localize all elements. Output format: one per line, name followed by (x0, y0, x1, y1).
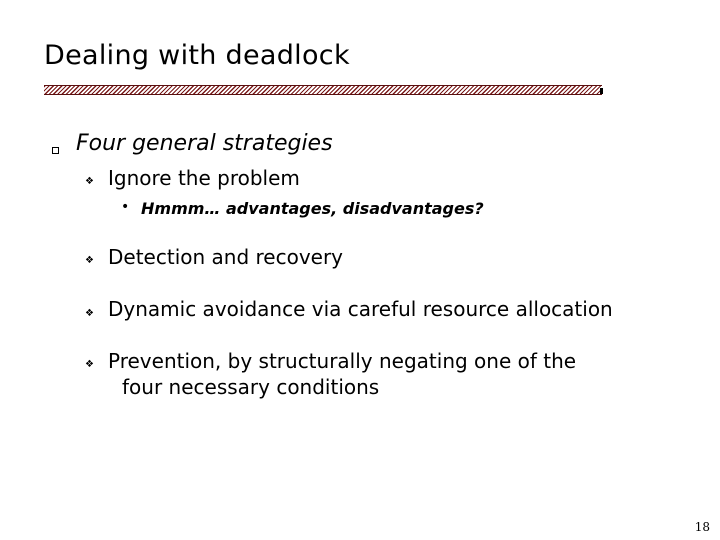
sub-item-advantages: Hmmm… advantages, disadvantages? (141, 199, 484, 218)
item-detection-recovery: Detection and recovery (108, 245, 344, 269)
diamond-bullet-icon: ❖ (85, 359, 94, 370)
page-number: 18 (694, 520, 710, 534)
level1-strategies-heading: Four general strategies (76, 131, 333, 156)
square-bullet-icon (52, 147, 59, 154)
diamond-bullet-icon: ❖ (85, 308, 94, 319)
item-prevention: Prevention, by structurally negating one of the (108, 349, 577, 373)
item-prevention-line2: four necessary conditions (122, 375, 380, 399)
title-underline-end (600, 88, 603, 94)
item-ignore-problem: Ignore the problem (108, 166, 300, 190)
diamond-bullet-icon: ❖ (85, 255, 94, 266)
title-underline-rule (44, 85, 602, 95)
item-dynamic-avoidance: Dynamic avoidance via careful resource allocation (108, 297, 613, 321)
diamond-bullet-icon: ❖ (85, 176, 94, 187)
slide-title: Dealing with deadlock (44, 40, 350, 71)
dot-bullet-icon: • (121, 199, 130, 215)
